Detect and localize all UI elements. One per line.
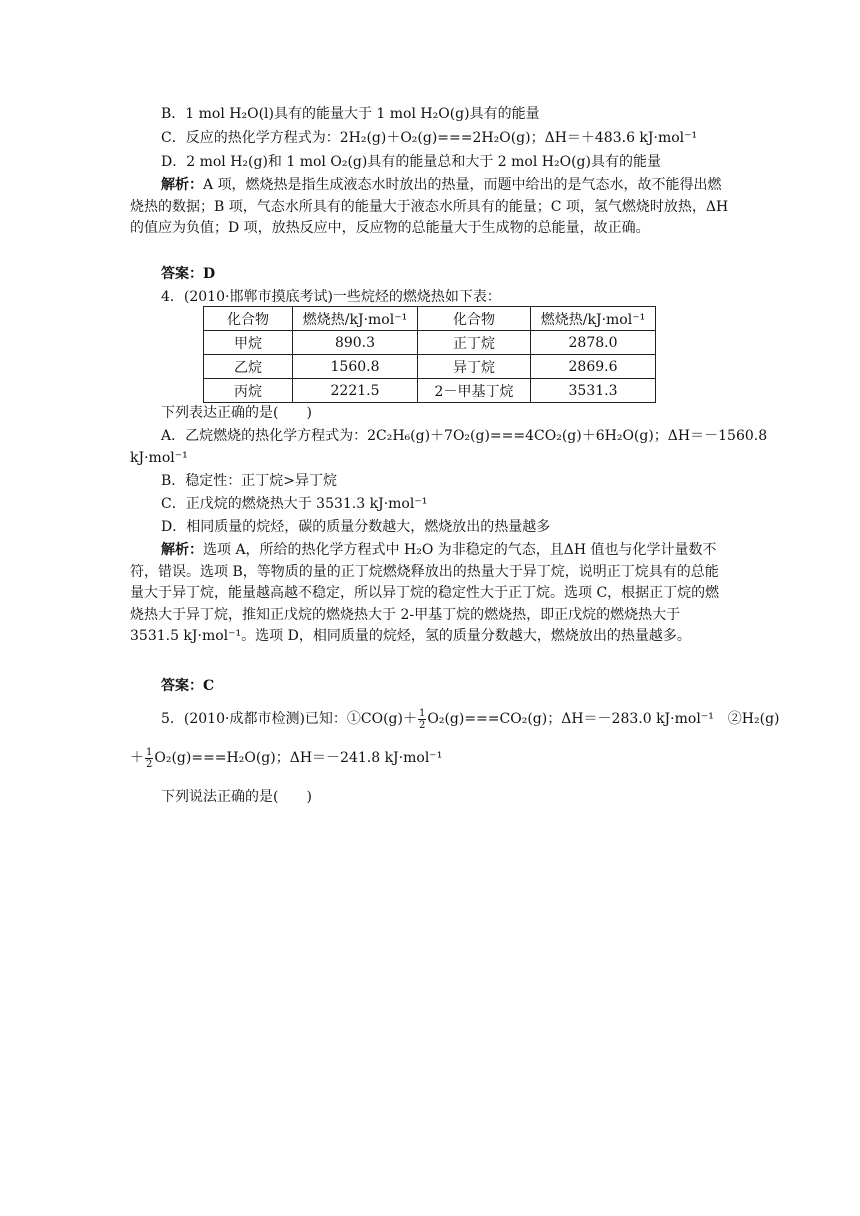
q4-option-a-cont: kJ·mol⁻¹ [130,450,188,466]
q4-option-b: B．稳定性：正丁烷>异丁烷 [161,473,338,489]
table-cell: 2878.0 [531,331,656,355]
q4-option-a: A．乙烷燃烧的热化学方程式为：2C₂H₆(g)＋7O₂(g)===4CO₂(g)＋6H₂O(g)；ΔH＝－1560.8 [161,428,768,444]
q4-question: 下列表达正确的是( ) [161,405,312,421]
table-header-cell: 燃烧热/kJ·mol⁻¹ [293,307,418,331]
table-cell: 乙烷 [204,355,293,379]
q5-stem-line-1: 5．(2010·成都市检测)已知：①CO(g)＋ $\frac{1}{2}$ O₂(g)===CO₂(g)；ΔH＝－283.0 kJ·mol⁻¹ ②H₂(g) [161,707,780,731]
table-cell: 2－甲基丁烷 [418,379,531,403]
q4-stem: 4．(2010·邯郸市摸底考试)一些烷烃的燃烧热如下表： [161,289,501,305]
table-cell: 2869.6 [531,355,656,379]
table-row [204,331,656,355]
q5-stem-line-2: ＋ $\frac{1}{2}$ O₂(g)===H₂O(g)；ΔH＝－241.8 kJ·mol⁻¹ [130,746,443,770]
q3-analysis-text: A 项，燃烧热是指生成液态水时放出的热量，而题中给出的是气态水，故不能得出燃烧热的数据；B 项，气态水所具有的能量大于液态水所具有的能量；C 项，氢气燃烧时放热，ΔH 的值应为负值；D 项，放热反应中，反应物的总能量大于生成物的总能量，故正确。 [130,177,729,236]
q4-option-d: D．相同质量的烷烃，碳的质量分数越大，燃烧放出的热量越多 [161,519,551,535]
table-header-cell: 化合物 [418,307,531,331]
q4-answer: 答案：C [161,678,215,694]
table-cell: 2221.5 [293,379,418,403]
table-header-cell: 燃烧热/kJ·mol⁻¹ [531,307,656,331]
q3-analysis-label: 解析： [161,177,203,193]
q4-analysis-label: 解析： [161,542,203,558]
table-cell: 3531.3 [531,379,656,403]
fraction-one-half: $\frac{1}{2}$ [419,707,426,731]
heat-of-combustion-table [203,306,656,403]
table-cell: 异丁烷 [418,355,531,379]
table-header-cell: 化合物 [204,307,293,331]
table-cell: 正丁烷 [418,331,531,355]
q3-analysis [130,175,732,240]
q3-option-d: D．2 mol H₂(g)和 1 mol O₂(g)具有的能量总和大于 2 mol H₂O(g)具有的能量 [161,154,661,170]
q3-answer: 答案：D [161,266,216,282]
q3-option-b: B．1 mol H₂O(l)具有的能量大于 1 mol H₂O(g)具有的能量 [161,106,540,122]
fraction-one-half: $\frac{1}{2}$ [146,746,153,770]
table-cell: 丙烷 [204,379,293,403]
q4-option-c: C．正戊烷的燃烧热大于 3531.3 kJ·mol⁻¹ [161,496,428,512]
table-row [204,379,656,403]
q4-analysis-text: 选项 A，所给的热化学方程式中 H₂O 为非稳定的气态，且ΔH 值也与化学计量数不符，错误。选项 B，等物质的量的正丁烷燃烧释放出的热量大于异丁烷，说明正丁烷具有的总能量大于异丁烷，能量越高越不稳定，所以异丁烷的稳定性大于正丁烷。选项 C，根据正丁烷的燃烧热大于异丁烷，推知正戊烷的燃烧热大于 2-甲基丁烷的燃烧热，即正戊烷的燃烧热大于 3531.5 kJ·mol⁻¹。选项 D，相同质量的烷烃，氢的质量分数越大，燃烧放出的热量越多。 [130,542,720,644]
table-header-row [204,307,656,331]
q3-option-c: C．反应的热化学方程式为：2H₂(g)＋O₂(g)===2H₂O(g)；ΔH＝＋483.6 kJ·mol⁻¹ [161,130,698,146]
q4-analysis [130,540,732,648]
table-row [204,355,656,379]
table-cell: 890.3 [293,331,418,355]
table-cell: 1560.8 [293,355,418,379]
q5-question: 下列说法正确的是( ) [161,789,312,805]
table-cell: 甲烷 [204,331,293,355]
